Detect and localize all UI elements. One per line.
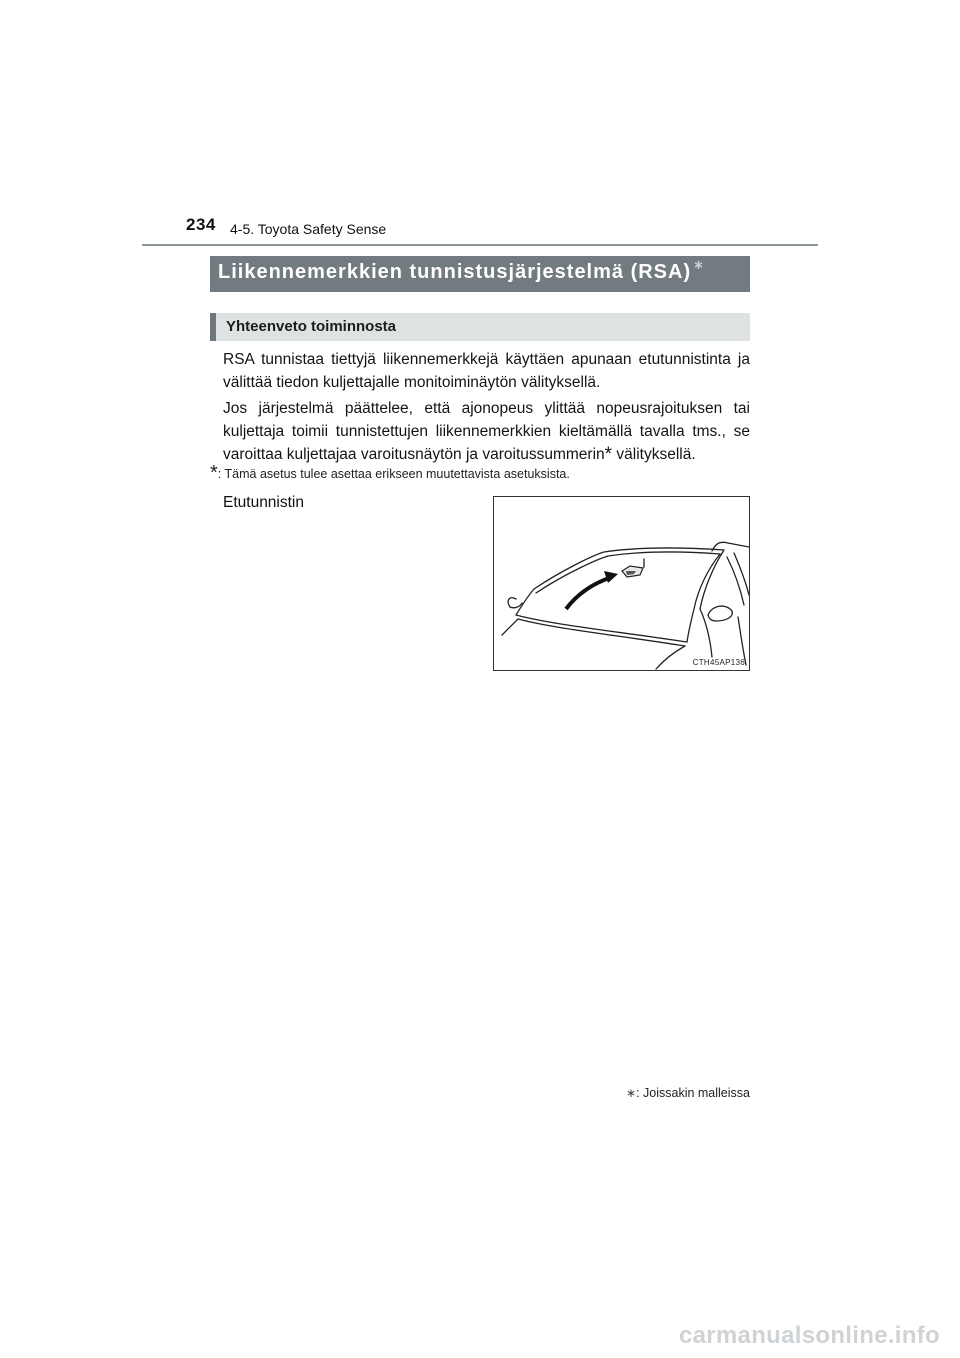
models-note xyxy=(626,1086,750,1100)
page-number: 234 xyxy=(186,215,216,234)
windshield-sensor-drawing xyxy=(494,497,749,670)
front-sensor-illustration xyxy=(493,496,750,671)
footnote-star-icon: * xyxy=(210,462,218,484)
figure-code: CTH45AP136 xyxy=(692,658,745,667)
paragraph-2 xyxy=(223,397,750,466)
page-title-text: Liikennemerkkien tunnistusjärjestelmä (RSA) xyxy=(218,261,692,283)
models-note-text: : Joissakin malleissa xyxy=(636,1086,750,1100)
header-divider xyxy=(142,244,818,246)
asterisk-icon: ∗ xyxy=(626,1086,637,1100)
subheading: Yhteenveto toiminnosta xyxy=(210,313,750,341)
footnote xyxy=(210,462,570,484)
footnote-text: : Tämä asetus tulee asettaa erikseen muutettavista asetuksista. xyxy=(217,467,570,481)
paragraph-1: RSA tunnistaa tiettyjä liikennemerkkejä käyttäen apunaan etutunnistinta ja välittää tiedon kuljettajalle monitoiminäytön välityksellä. xyxy=(223,351,750,391)
camera-sensor-icon xyxy=(622,566,643,577)
watermark: carmanualsonline.info xyxy=(678,1322,940,1349)
asterisk-icon: ∗ xyxy=(693,257,706,272)
page-title xyxy=(210,256,750,292)
paragraph-2-end: välityksellä. xyxy=(612,446,696,463)
figure-label: Etutunnistin xyxy=(223,494,304,511)
footnote-star-icon: * xyxy=(604,444,613,465)
section-label: 4-5. Toyota Safety Sense xyxy=(230,221,387,237)
paragraph-2-text: Jos järjestelmä päättelee, että ajonopeus ylittää nopeusrajoituksen tai kuljettaja toimii tunnistettujen liikennemerkkien kieltämällä tavalla tms., se varoittaa kuljettajaa varoitusnäytön ja varoitussummerin xyxy=(223,400,750,463)
